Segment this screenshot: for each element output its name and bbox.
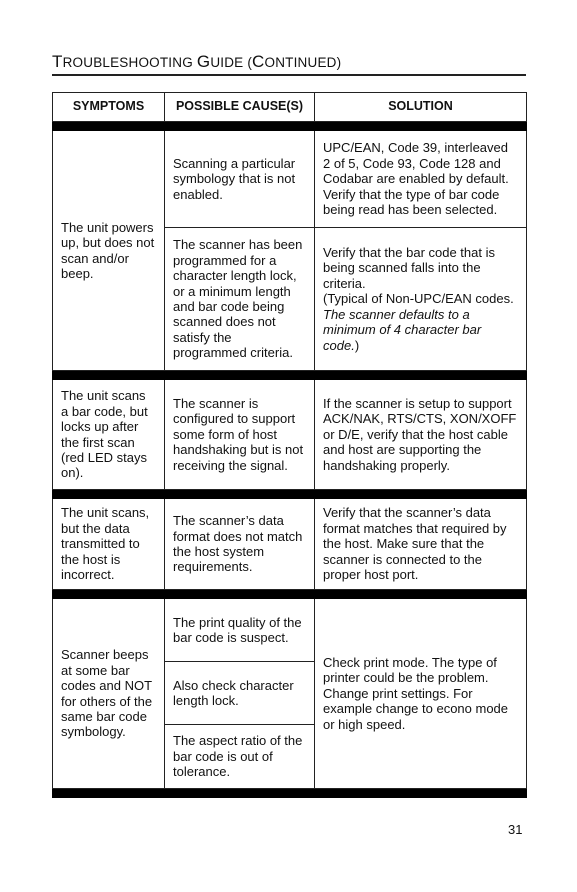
table-row	[53, 599, 527, 662]
column-header-symptoms: SYMPTOMS	[53, 93, 165, 122]
solution-cell: Check print mode. The type of printer could be the problem. Change print settings. For example change to econo mode or high speed.	[315, 599, 527, 789]
title-part: ONTINUED)	[264, 55, 342, 70]
cause-cell: Also check character length lock.	[165, 662, 315, 725]
solution-text: Verify that the bar code that is being scanned falls into the criteria.	[323, 245, 495, 291]
cause-cell: Scanning a particular symbology that is not enabled.	[165, 131, 315, 228]
symptom-cell: The unit scans, but the data transmitted to the host is incorrect.	[53, 499, 165, 590]
title-part: UIDE (	[210, 55, 253, 70]
solution-cell: Verify that the scanner’s data format matches that required by the host. Make sure that the scanner is connected to the proper host port.	[315, 499, 527, 590]
cause-cell: The scanner is configured to support some form of host handshaking but is not receiving the signal.	[165, 380, 315, 490]
solution-cell: UPC/EAN, Code 39, interleaved 2 of 5, Code 93, Code 128 and Codabar are enabled by default. Verify that the type of bar code being read has been selected.	[315, 131, 527, 228]
row-separator	[53, 371, 527, 380]
symptom-cell: The unit powers up, but does not scan and/or beep.	[53, 131, 165, 371]
column-header-causes: POSSIBLE CAUSE(S)	[165, 93, 315, 122]
title-part: ROUBLESHOOTING	[62, 55, 197, 70]
row-separator	[53, 590, 527, 599]
title-part: T	[52, 52, 63, 71]
row-separator	[53, 490, 527, 499]
solution-note-open: (Typical of Non-UPC/EAN codes.	[323, 291, 514, 307]
title-divider	[52, 74, 526, 76]
row-separator	[53, 789, 527, 798]
table-row	[53, 380, 527, 490]
table-row	[53, 131, 527, 228]
solution-note-italic: The scanner defaults to a minimum of 4 character bar code.	[323, 306, 482, 353]
title-part: C	[252, 52, 265, 71]
page-title	[52, 52, 341, 72]
troubleshooting-table	[52, 92, 527, 798]
page-number: 31	[508, 822, 523, 837]
table-row	[53, 499, 527, 590]
column-header-solution: SOLUTION	[315, 93, 527, 122]
symptom-cell: Scanner beeps at some bar codes and NOT for others of the same bar code symbology.	[53, 599, 165, 789]
cause-cell: The aspect ratio of the bar code is out of tolerance.	[165, 725, 315, 789]
cause-cell: The scanner’s data format does not match the host system requirements.	[165, 499, 315, 590]
cause-cell: The scanner has been programmed for a character length lock, or a minimum length and bar code being scanned does not satisfy the programmed criteria.	[165, 228, 315, 371]
title-part: G	[196, 52, 211, 71]
table-header-row	[53, 93, 527, 122]
symptom-cell: The unit scans a bar code, but locks up after the first scan (red LED stays on).	[53, 380, 165, 490]
solution-cell: If the scanner is setup to support ACK/NAK, RTS/CTS, XON/XOFF or D/E, verify that the host cable and host are supporting the handshaking properly.	[315, 380, 527, 490]
solution-cell	[315, 228, 527, 371]
row-separator	[53, 122, 527, 131]
cause-cell: The print quality of the bar code is suspect.	[165, 599, 315, 662]
solution-note-close: )	[354, 337, 360, 353]
